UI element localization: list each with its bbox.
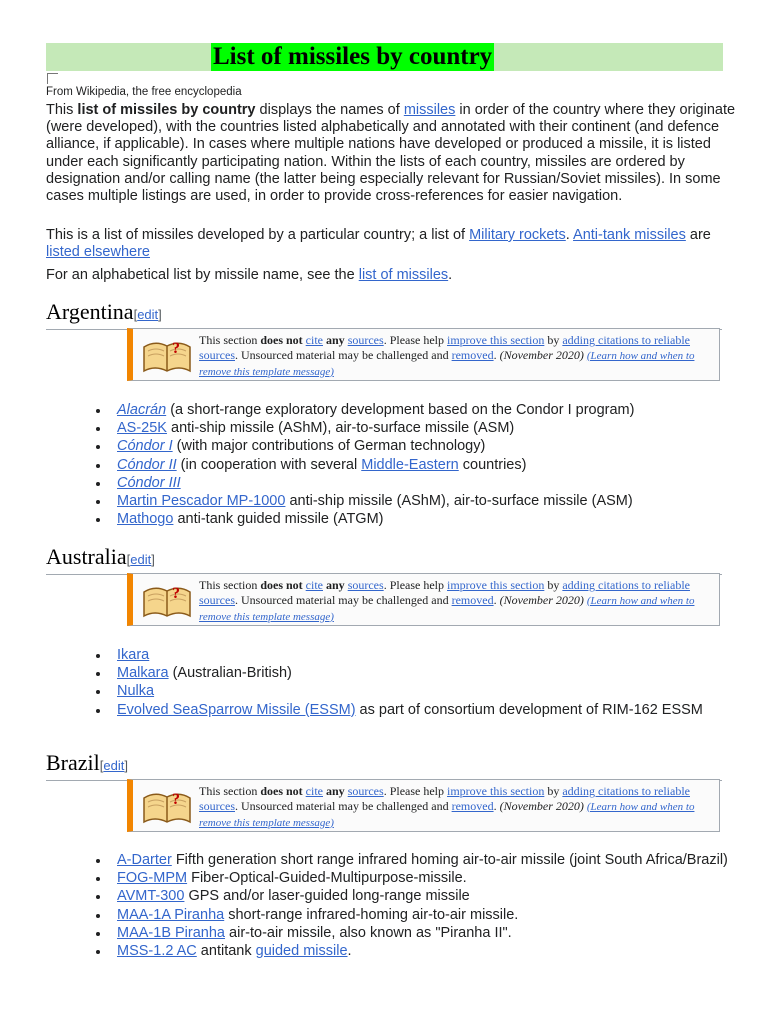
- section-heading-brazil: Brazil[edit]: [46, 750, 722, 781]
- edit-argentina-link[interactable]: edit: [137, 307, 159, 322]
- intro-bold-term: list of missiles by country: [77, 102, 256, 118]
- from-wikipedia-tagline: From Wikipedia, the free encyclopedia: [46, 86, 242, 98]
- missile-link[interactable]: Martin Pescador MP-1000: [117, 493, 286, 510]
- brazil-missile-list: [95, 851, 735, 960]
- svg-text:?: ?: [172, 340, 180, 357]
- list-item: A-Darter Fifth generation short range infrared homing air-to-air missile (joint South Africa/Brazil): [95, 851, 735, 869]
- list-of-missiles-link[interactable]: list of missiles: [358, 267, 449, 283]
- improve-section-link[interactable]: improve this section: [447, 333, 545, 347]
- adding-citations-link[interactable]: adding citations to reliable sources: [199, 784, 690, 813]
- missile-link[interactable]: AVMT-300: [117, 888, 185, 905]
- list-item: FOG-MPM Fiber-Optical-Guided-Multipurpose-missile.: [95, 869, 735, 887]
- broken-image-icon: [47, 73, 58, 84]
- list-item: Cóndor II (in cooperation with several Middle-Eastern countries): [95, 456, 735, 474]
- list-item: Cóndor I (with major contributions of German technology): [95, 437, 735, 455]
- unsourced-section-notice: [127, 779, 720, 832]
- anti-tank-missiles-link[interactable]: Anti-tank missiles: [573, 227, 686, 243]
- sources-link[interactable]: sources: [347, 578, 384, 592]
- missile-link[interactable]: Cóndor II: [117, 456, 177, 473]
- cite-link[interactable]: cite: [305, 578, 323, 592]
- list-item: Martin Pescador MP-1000 anti-ship missile (AShM), air-to-surface missile (ASM): [95, 492, 735, 510]
- list-item: [95, 646, 735, 664]
- page-title: List of missiles by country: [213, 43, 493, 70]
- alphabetical-list-paragraph: For an alphabetical list by missile name, see the list of missiles.: [46, 267, 453, 283]
- missile-link[interactable]: Nulka: [117, 683, 155, 700]
- removed-link[interactable]: removed: [451, 347, 494, 362]
- book-question-icon: [141, 786, 193, 826]
- title-bar: [46, 43, 723, 71]
- missile-link[interactable]: MSS-1.2 AC: [117, 943, 197, 960]
- list-item: MSS-1.2 AC antitank guided missile.: [95, 942, 735, 960]
- related-lists-paragraph: This is a list of missiles developed by a particular country; a list of Military rockets. Anti-tank missiles are listed elsewhere: [46, 227, 711, 261]
- sources-link[interactable]: sources: [347, 333, 384, 347]
- list-item: MAA-1A Piranha short-range infrared-homing air-to-air missile.: [95, 906, 735, 924]
- section-heading-australia: Australia[edit]: [46, 544, 722, 575]
- australia-missile-list: [95, 646, 735, 719]
- learn-how-link[interactable]: (Learn how and when to remove this template message): [199, 800, 695, 829]
- book-question-icon: [141, 335, 193, 375]
- adding-citations-link[interactable]: adding citations to reliable sources: [199, 333, 690, 362]
- learn-how-link[interactable]: (Learn how and when to remove this template message): [199, 594, 695, 623]
- missile-link[interactable]: Evolved SeaSparrow Missile (ESSM): [117, 701, 356, 718]
- list-item: Malkara (Australian-British): [95, 664, 735, 682]
- missile-link[interactable]: MAA-1B Piranha: [117, 924, 225, 941]
- edit-brazil-link[interactable]: edit: [103, 758, 125, 773]
- improve-section-link[interactable]: improve this section: [447, 578, 545, 592]
- edit-australia-link[interactable]: edit: [130, 552, 152, 567]
- list-item: AVMT-300 GPS and/or laser-guided long-range missile: [95, 887, 735, 905]
- notice-text: This section does not cite any sources. Please help improve this section by adding citations to reliable sources. Unsourced material may be challenged and removed. (November 2020) (Learn how and when to remove this template message): [199, 578, 695, 623]
- improve-section-link[interactable]: improve this section: [447, 784, 545, 798]
- cite-link[interactable]: cite: [305, 784, 323, 798]
- book-question-icon: [141, 580, 193, 620]
- list-item: Alacrán (a short-range exploratory development based on the Condor I program): [95, 401, 735, 419]
- missile-link[interactable]: AS-25K: [117, 420, 167, 437]
- intro-paragraph: This list of missiles by country displays the names of missiles in order of the country where they originate (were developed), with the countries listed alphabetically and annotated with their continent (and defence alliance, if applicable). In cases where multiple nations have developed or produced a missile, it is listed under each significantly participating nation. Within the lists of each country, missiles are ordered by designation and/or calling name (the latter being especially relevant for Russian/Soviet missiles). In some cases multiple listings are used, in order to provide cross-references for easier navigation.: [46, 102, 736, 205]
- learn-how-link[interactable]: (Learn how and when to remove this template message): [199, 349, 695, 378]
- notice-text: This section does not cite any sources. Please help improve this section by adding citations to reliable sources. Unsourced material may be challenged and removed. (November 2020) (Learn how and when to remove this template message): [199, 784, 695, 829]
- missile-link[interactable]: A-Darter: [117, 852, 172, 868]
- middle-eastern-link[interactable]: Middle-Eastern: [361, 456, 459, 473]
- list-item: AS-25K anti-ship missile (AShM), air-to-surface missile (ASM): [95, 419, 735, 437]
- listed-elsewhere-link[interactable]: listed elsewhere: [46, 244, 150, 261]
- missile-link[interactable]: Mathogo: [117, 511, 174, 528]
- missile-link[interactable]: FOG-MPM: [117, 870, 188, 887]
- svg-text:?: ?: [172, 585, 180, 602]
- unsourced-section-notice: [127, 328, 720, 381]
- cite-link[interactable]: cite: [305, 333, 323, 347]
- svg-text:?: ?: [172, 791, 180, 808]
- military-rockets-link[interactable]: Military rockets: [469, 227, 566, 243]
- missile-link[interactable]: Cóndor III: [117, 474, 181, 491]
- list-item: Evolved SeaSparrow Missile (ESSM) as part of consortium development of RIM-162 ESSM: [95, 701, 735, 719]
- missiles-link[interactable]: missiles: [403, 102, 456, 118]
- removed-link[interactable]: removed: [451, 592, 494, 607]
- list-item: MAA-1B Piranha air-to-air missile, also known as "Piranha II".: [95, 924, 735, 942]
- list-item: Mathogo anti-tank guided missile (ATGM): [95, 510, 735, 528]
- adding-citations-link[interactable]: adding citations to reliable sources: [199, 578, 690, 607]
- missile-link[interactable]: Cóndor I: [117, 438, 173, 455]
- list-item: [95, 474, 735, 492]
- notice-text: This section does not cite any sources. Please help improve this section by adding citations to reliable sources. Unsourced material may be challenged and removed. (November 2020) (Learn how and when to remove this template message): [199, 333, 695, 378]
- section-heading-argentina: Argentina[edit]: [46, 299, 722, 330]
- missile-link[interactable]: MAA-1A Piranha: [117, 906, 225, 923]
- missile-link[interactable]: Ikara: [117, 647, 150, 663]
- removed-link[interactable]: removed: [451, 798, 494, 813]
- sources-link[interactable]: sources: [347, 784, 384, 798]
- unsourced-section-notice: [127, 573, 720, 626]
- list-item: [95, 682, 735, 700]
- missile-link[interactable]: Malkara: [117, 665, 169, 682]
- argentina-missile-list: [95, 401, 735, 528]
- guided-missile-link[interactable]: guided missile: [255, 943, 348, 960]
- missile-link[interactable]: Alacrán: [117, 402, 167, 418]
